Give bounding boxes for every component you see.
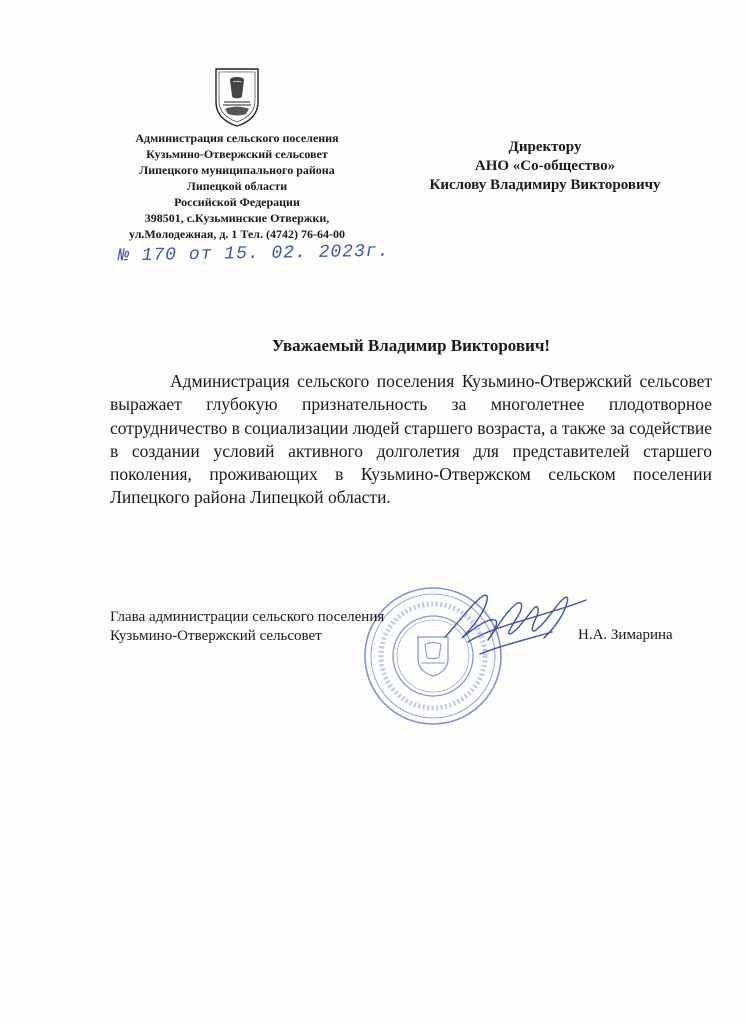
org-line: Кузьмино-Отвержский сельсовет bbox=[146, 147, 328, 161]
org-line: 398501, с.Кузьминские Отвержки, bbox=[144, 211, 330, 225]
recipient-line: Директору bbox=[508, 139, 582, 155]
org-line: Липецкой области bbox=[186, 179, 288, 193]
org-line: Российской Федерации bbox=[174, 195, 300, 209]
letter-body: Администрация сельского поселения Кузьмино-Отвержский сельсовет выражает глубокую признательность за многолетнее плодотворное сотрудничество в социализации людей старшего возраста, а также за содействие в создании условий активного долголетия для представителей старшего поколения, проживающих в Кузьмино-Отвержском сельском поселении Липецкого района Липецкой области. bbox=[110, 371, 712, 508]
signatory-title-line: Глава администрации сельского поселения bbox=[110, 609, 385, 625]
org-line: Администрация сельского поселения bbox=[135, 131, 339, 145]
outgoing-number: № 170 от 15. 02. 2023г. bbox=[117, 241, 390, 267]
org-line: ул.Молодежная, д. 1 Тел. (4742) 76-64-00 bbox=[129, 227, 345, 241]
recipient-line: АНО «Со-общество» bbox=[474, 158, 616, 174]
sender-organization-block bbox=[112, 130, 362, 242]
signatory-name: Н.А. Зимарина bbox=[578, 627, 673, 643]
salutation: Уважаемый Владимир Викторович! bbox=[271, 336, 551, 355]
signatory-title bbox=[110, 608, 384, 646]
municipal-coat-of-arms-icon bbox=[213, 66, 261, 128]
handwritten-signature-icon bbox=[440, 582, 590, 672]
recipient-block bbox=[400, 138, 690, 195]
recipient-line: Кислову Владимиру Викторовичу bbox=[429, 177, 661, 193]
signatory-title-line: Кузьмино-Отвержский сельсовет bbox=[110, 628, 322, 644]
org-line: Липецкого муниципального района bbox=[139, 163, 335, 177]
